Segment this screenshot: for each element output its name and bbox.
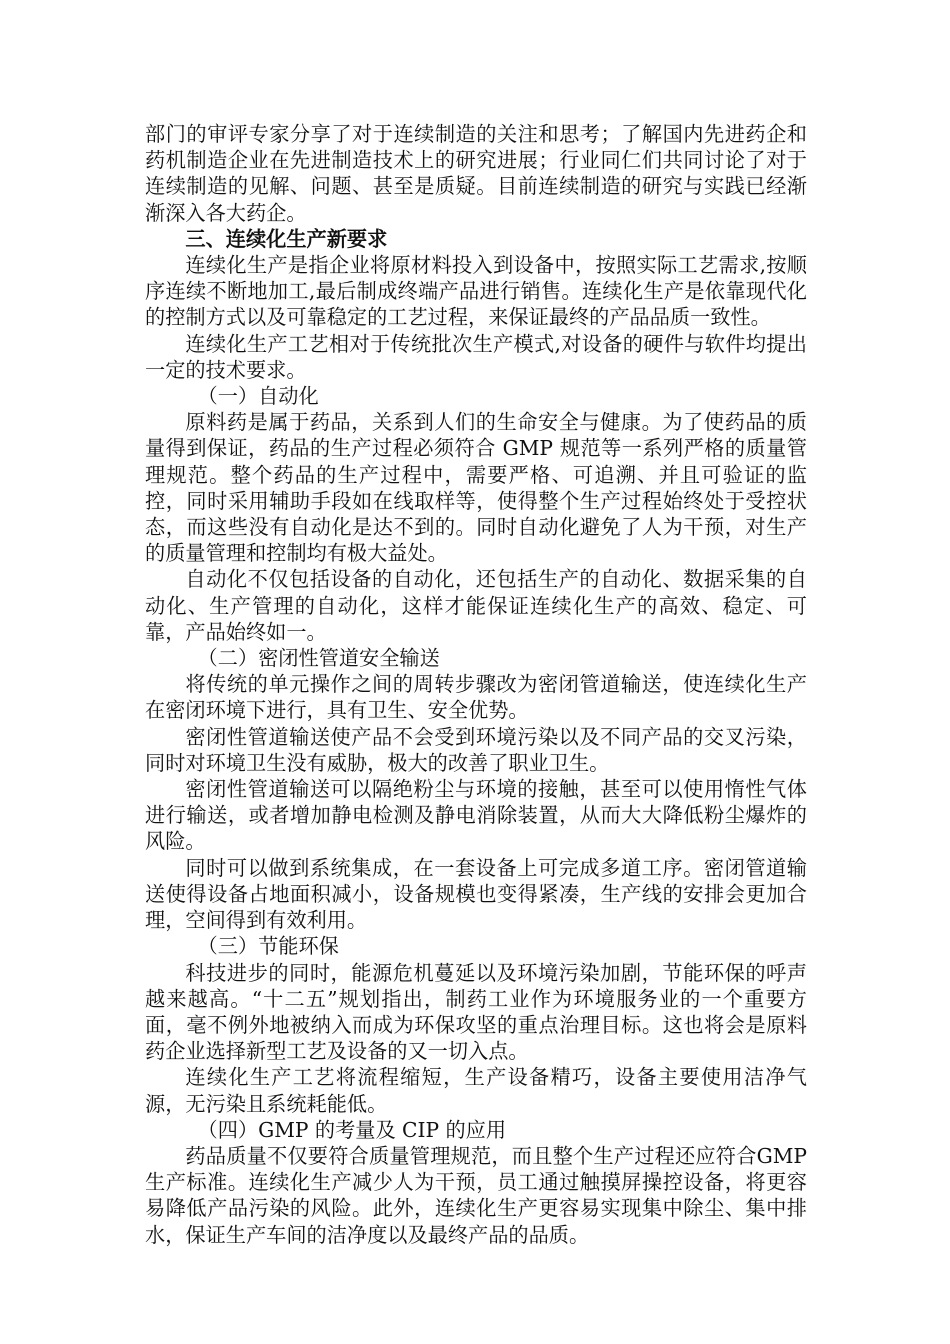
paragraph: 自动化不仅包括设备的自动化，还包括生产的自动化、数据采集的自动化、生产管理的自动化，这样才能保证连续化生产的高效、稳定、可靠，产品始终如一。 (145, 567, 807, 644)
paragraph: 密闭性管道输送可以隔绝粉尘与环境的接触，甚至可以使用惰性气体进行输送，或者增加静电检测及静电消除装置，从而大大降低粉尘爆炸的风险。 (145, 777, 807, 854)
paragraph: 连续化生产是指企业将原材料投入到设备中，按照实际工艺需求,按顺序连续不断地加工,最后制成终端产品进行销售。连续化生产是依靠现代化的控制方式以及可靠稳定的工艺过程，来保证最终的产品品质一致性。 (145, 253, 807, 330)
paragraph: 部门的审评专家分享了对于连续制造的关注和思考；了解国内先进药企和药机制造企业在先进制造技术上的研究进展；行业同仁们共同讨论了对于连续制造的见解、问题、甚至是质疑。目前连续制造的研究与实践已经渐渐深入各大药企。 (145, 122, 807, 225)
document-page (145, 121, 807, 1248)
subsection-heading: （二）密闭性管道安全输送 (197, 646, 440, 671)
paragraph: 密闭性管道输送使产品不会受到环境污染以及不同产品的交叉污染，同时对环境卫生没有威胁，极大的改善了职业卫生。 (145, 724, 807, 775)
paragraph: 科技进步的同时，能源危机蔓延以及环境污染加剧，节能环保的呼声越来越高。“十二五”规划指出，制药工业作为环境服务业的一个重要方面，毫不例外地被纳入而成为环保攻坚的重点治理目标。这也将会是原料药企业选择新型工艺及设备的又一切入点。 (145, 960, 807, 1064)
paragraph: 同时可以做到系统集成，在一套设备上可完成多道工序。密闭管道输送使得设备占地面积减小，设备规模也变得紧凑，生产线的安排会更加合理，空间得到有效利用。 (145, 855, 807, 933)
paragraph: 将传统的单元操作之间的周转步骤改为密闭管道输送，使连续化生产在密闭环境下进行，具有卫生、安全优势。 (145, 672, 807, 723)
subsection-heading: （四）GMP 的考量及 CIP 的应用 (197, 1117, 507, 1142)
subsection-heading: （一）自动化 (197, 384, 319, 409)
paragraph: 原料药是属于药品，关系到人们的生命安全与健康。为了使药品的质量得到保证，药品的生产过程必须符合 GMP 规范等一系列严格的质量管理规范。整个药品的生产过程中，需要严格、可追溯、并且可验证的监控，同时采用辅助手段如在线取样等，使得整个生产过程始终处于受控状态，而这些没有自动化是达不到的。同时自动化避免了人为干预，对生产的质量管理和控制均有极大益处。 (145, 410, 807, 566)
paragraph: 药品质量不仅要符合质量管理规范，而且整个生产过程还应符合GMP 生产标准。连续化生产减少人为干预，员工通过触摸屏操控设备，将更容易降低产品污染的风险。此外，连续化生产更容易实现集中除尘、集中排水，保证生产车间的洁净度以及最终产品的品质。 (145, 1143, 807, 1247)
section-heading: 三、连续化生产新要求 (185, 226, 388, 251)
subsection-heading: （三）节能环保 (197, 934, 339, 959)
paragraph: 连续化生产工艺将流程缩短，生产设备精巧，设备主要使用洁净气源，无污染且系统耗能低。 (145, 1065, 807, 1116)
paragraph: 连续化生产工艺相对于传统批次生产模式,对设备的硬件与软件均提出一定的技术要求。 (145, 331, 807, 382)
